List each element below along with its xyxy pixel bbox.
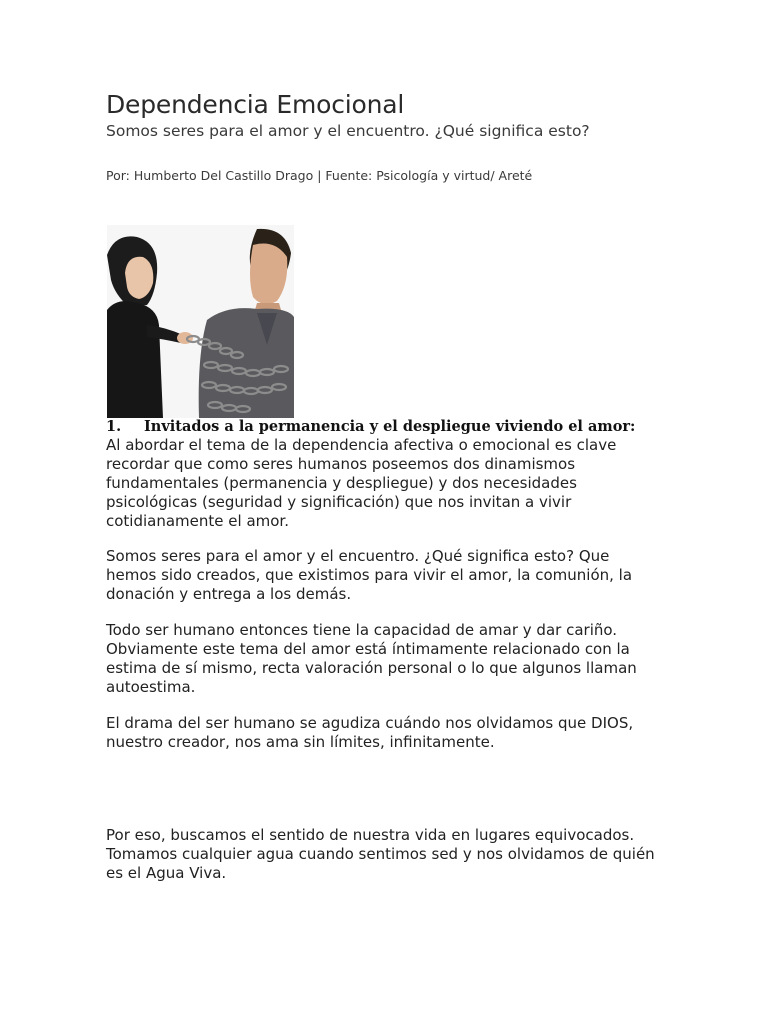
paragraph-line: Tomamos cualquier agua cuando sentimos sed y nos olvidamos de quién — [106, 845, 655, 863]
paragraph-line: nuestro creador, nos ama sin límites, infinitamente. — [106, 733, 495, 751]
paragraph-line: Obviamente este tema del amor está íntimamente relacionado con la — [106, 640, 630, 658]
paragraph-line: psicológicas (seguridad y significación) que nos invitan a vivir — [106, 493, 572, 511]
paragraph-2 — [106, 547, 666, 604]
couple-chains-photo — [107, 225, 294, 418]
section-number: 1. — [106, 418, 122, 435]
page-subtitle: Somos seres para el amor y el encuentro. ¿Qué significa esto? — [106, 122, 590, 140]
paragraph-line: Somos seres para el amor y el encuentro. ¿Qué significa esto? Que — [106, 547, 610, 565]
paragraph-line: fundamentales (permanencia y despliegue) y dos necesidades — [106, 474, 577, 492]
paragraph-5 — [106, 826, 666, 883]
paragraph-line: cotidianamente el amor. — [106, 512, 289, 530]
paragraph-line: hemos sido creados, que existimos para vivir el amor, la comunión, la — [106, 566, 633, 584]
paragraph-1 — [106, 436, 666, 531]
paragraph-line: donación y entrega a los demás. — [106, 585, 352, 603]
paragraph-3 — [106, 621, 666, 697]
paragraph-line: recordar que como seres humanos poseemos dos dinamismos — [106, 455, 576, 473]
section-heading — [106, 418, 635, 435]
paragraph-line: Todo ser humano entonces tiene la capacidad de amar y dar cariño. — [106, 621, 618, 639]
byline: Por: Humberto Del Castillo Drago | Fuente: Psicología y virtud/ Areté — [106, 168, 533, 183]
paragraph-line: autoestima. — [106, 678, 196, 696]
page-title: Dependencia Emocional — [106, 90, 405, 119]
paragraph-line: Al abordar el tema de la dependencia afectiva o emocional es clave — [106, 436, 617, 454]
paragraph-line: El drama del ser humano se agudiza cuándo nos olvidamos que DIOS, — [106, 714, 634, 732]
paragraph-line: estima de sí mismo, recta valoración personal o lo que algunos llaman — [106, 659, 637, 677]
section-heading-text: Invitados a la permanencia y el despliegue viviendo el amor: — [144, 418, 636, 435]
paragraph-4 — [106, 714, 666, 752]
paragraph-line: Por eso, buscamos el sentido de nuestra vida en lugares equivocados. — [106, 826, 635, 844]
paragraph-line: es el Agua Viva. — [106, 864, 227, 882]
